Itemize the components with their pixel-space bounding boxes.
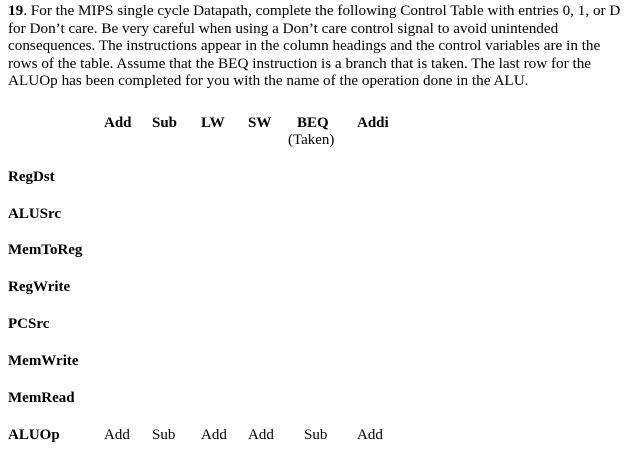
row-label-memwrite: MemWrite: [8, 353, 79, 369]
row-label-memread: MemRead: [8, 390, 75, 406]
row-label-pcsrc: PCSrc: [8, 316, 50, 332]
aluop-cell-lw: Add: [201, 427, 227, 443]
column-header-sw: SW: [248, 115, 272, 131]
row-label-aluop: ALUOp: [8, 427, 60, 443]
question-text: [8, 2, 628, 90]
beq-taken-note: (Taken): [288, 132, 335, 148]
row-label-memtoreg: MemToReg: [8, 242, 83, 258]
aluop-cell-beq: Sub: [304, 427, 328, 443]
aluop-cell-sub: Sub: [152, 427, 176, 443]
row-label-regwrite: RegWrite: [8, 279, 71, 295]
aluop-cell-addi: Add: [357, 427, 383, 443]
question-body: . For the MIPS single cycle Datapath, complete the following Control Table with entries 0, 1, or D for Don’t care. Be very careful when using a Don’t care control signal to avoid unintended consequences. The instructions appear in the column headings and the control variables are in the rows of the table. Assume that the BEQ instruction is a branch that is taken. The last row for the ALUOp has been completed for you with the name of the operation done in the ALU.: [8, 2, 621, 90]
aluop-cell-add: Add: [104, 427, 130, 443]
column-header-add: Add: [104, 115, 132, 131]
column-header-sub: Sub: [152, 115, 178, 131]
aluop-cell-sw: Add: [248, 427, 274, 443]
row-label-regdst: RegDst: [8, 169, 55, 185]
row-label-alusrc: ALUSrc: [8, 206, 62, 222]
question-number: 19: [8, 2, 24, 19]
column-header-lw: LW: [201, 115, 225, 131]
column-header-addi: Addi: [357, 115, 389, 131]
column-header-beq: BEQ: [297, 115, 329, 131]
